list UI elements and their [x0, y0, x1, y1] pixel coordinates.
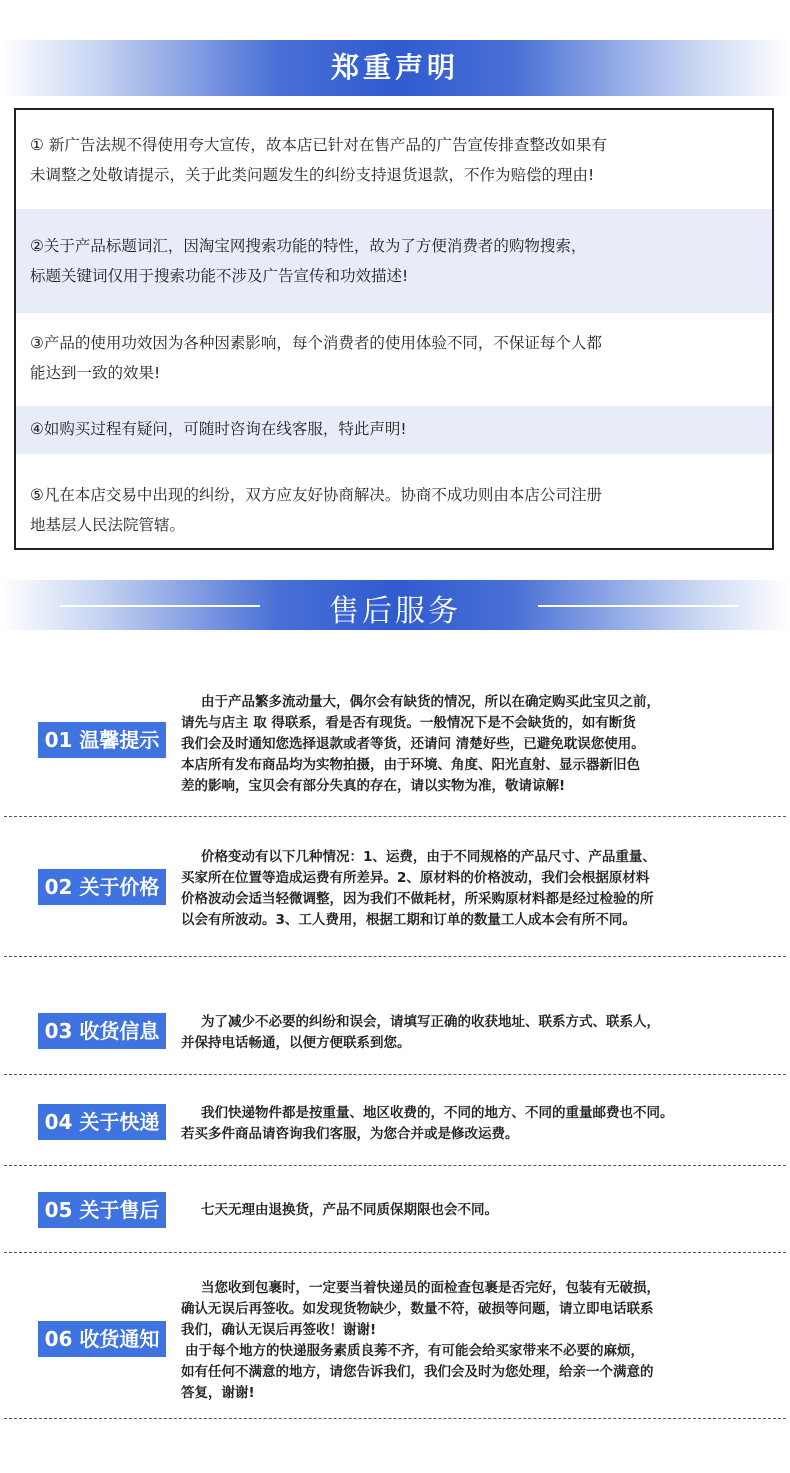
service-text-price	[181, 847, 741, 931]
service-badge-delivery-info: 03 收货信息	[38, 1013, 166, 1049]
service-text-tips	[181, 692, 741, 797]
notice-line: ① 新广告法规不得使用夸大宣传，故本店已针对在售产品的广告宣传排查整改如果有	[30, 136, 607, 154]
service-line: 答复，谢谢!	[181, 1385, 255, 1401]
service-line: 价格变动有以下几种情况：1、运费，由于不同规格的产品尺寸、产品重量、	[201, 849, 656, 865]
service-line: 我们快递物件都是按重量、地区收费的，不同的地方、不同的重量邮费也不同。	[201, 1105, 674, 1121]
notice-line: ④如购买过程有疑问，可随时咨询在线客服，特此声明!	[30, 420, 407, 438]
service-line: 由于产品繁多流动量大，偶尔会有缺货的情况，所以在确定购买此宝贝之前，	[201, 694, 660, 710]
service-line: 确认无误后再签收。如发现货物缺少，数量不符，破损等问题，请立即电话联系	[181, 1301, 654, 1317]
service-line: 并保持电话畅通，以便方便联系到您。	[181, 1035, 411, 1051]
service-badge-price: 02 关于价格	[38, 869, 166, 905]
service-line: 以会有所波动。3、工人费用，根据工期和订单的数量工人成本会有所不同。	[181, 912, 636, 928]
service-line: 我们，确认无误后再签收！谢谢!	[181, 1322, 377, 1338]
notice-line: ⑤凡在本店交易中出现的纠纷，双方应友好协商解决。协商不成功则由本店公司注册	[30, 486, 602, 504]
service-text-receipt	[181, 1278, 741, 1404]
service-badge-receipt: 06 收货通知	[38, 1321, 166, 1357]
notice-item	[16, 328, 772, 400]
service-line: 由于每个地方的快递服务素质良莠不齐，有可能会给买家带来不必要的麻烦，	[185, 1343, 644, 1359]
declaration-box	[14, 108, 774, 550]
service-text-after-sales	[181, 1200, 741, 1221]
service-line: 为了减少不必要的纠纷和误会，请填写正确的收获地址、联系方式、联系人，	[201, 1014, 660, 1030]
notice-item	[16, 480, 772, 540]
service-line: 如有任何不满意的地方，请您告诉我们，我们会及时为您处理，给亲一个满意的	[181, 1364, 654, 1380]
service-text-express	[181, 1103, 741, 1145]
service-line: 当您收到包裹时，一定要当着快递员的面检查包裹是否完好，包装有无破损，	[201, 1280, 660, 1296]
declaration-banner	[0, 40, 790, 96]
service-line: 请先与店主 取 得联系，看是否有现货。一般情况下是不会缺货的，如有断货	[181, 715, 636, 731]
section-divider	[4, 1074, 786, 1075]
service-badge-after-sales: 05 关于售后	[38, 1192, 166, 1228]
notice-line: 未调整之处敬请提示，关于此类问题发生的纠纷支持退货退款，不作为赔偿的理由!	[30, 166, 595, 184]
service-text-delivery-info	[181, 1012, 741, 1054]
service-line: 七天无理由退换货，产品不同质保期限也会不同。	[201, 1202, 498, 1218]
section-divider	[4, 816, 786, 817]
service-line: 价格波动会适当轻微调整，因为我们不做耗材，所采购原材料都是经过检验的所	[181, 891, 654, 907]
section-divider	[4, 1418, 786, 1419]
service-badge-tips: 01 温馨提示	[38, 722, 166, 758]
service-badge-express: 04 关于快递	[38, 1104, 166, 1140]
after-sales-title: 售后服务	[329, 594, 461, 629]
notice-line: ②关于产品标题词汇，因淘宝网搜索功能的特性，故为了方便消费者的购物搜索，	[30, 237, 587, 255]
section-divider	[4, 1252, 786, 1253]
service-line: 若买多件商品请咨询我们客服，为您合并或是修改运费。	[181, 1126, 519, 1142]
banner-divider-right	[538, 605, 738, 607]
service-line: 买家所在位置等造成运费有所差异。2、原材料的价格波动，我们会根据原材料	[181, 870, 650, 886]
notice-item	[16, 130, 772, 210]
notice-line: ③产品的使用功效因为各种因素影响，每个消费者的使用体验不同，不保证每个人都	[30, 334, 602, 352]
section-divider	[4, 956, 786, 957]
after-sales-banner	[0, 580, 790, 630]
notice-line: 地基层人民法院管辖。	[30, 516, 186, 534]
notice-line: 能达到一致的效果!	[30, 364, 161, 382]
service-line: 我们会及时通知您选择退款或者等货，还请问 清楚好些，已避免耽误您使用。	[181, 736, 645, 752]
service-line: 差的影响，宝贝会有部分失真的存在，请以实物为准，敬请谅解!	[181, 778, 566, 794]
notice-item	[16, 406, 772, 454]
service-line: 本店所有发布商品均为实物拍摄，由于环境、角度、阳光直射、显示器新旧色	[181, 757, 640, 773]
section-divider	[4, 1165, 786, 1166]
notice-item	[16, 209, 772, 313]
declaration-title: 郑重声明	[330, 51, 459, 84]
notice-line: 标题关键词仅用于搜索功能不涉及广告宣传和功效描述!	[30, 267, 409, 285]
